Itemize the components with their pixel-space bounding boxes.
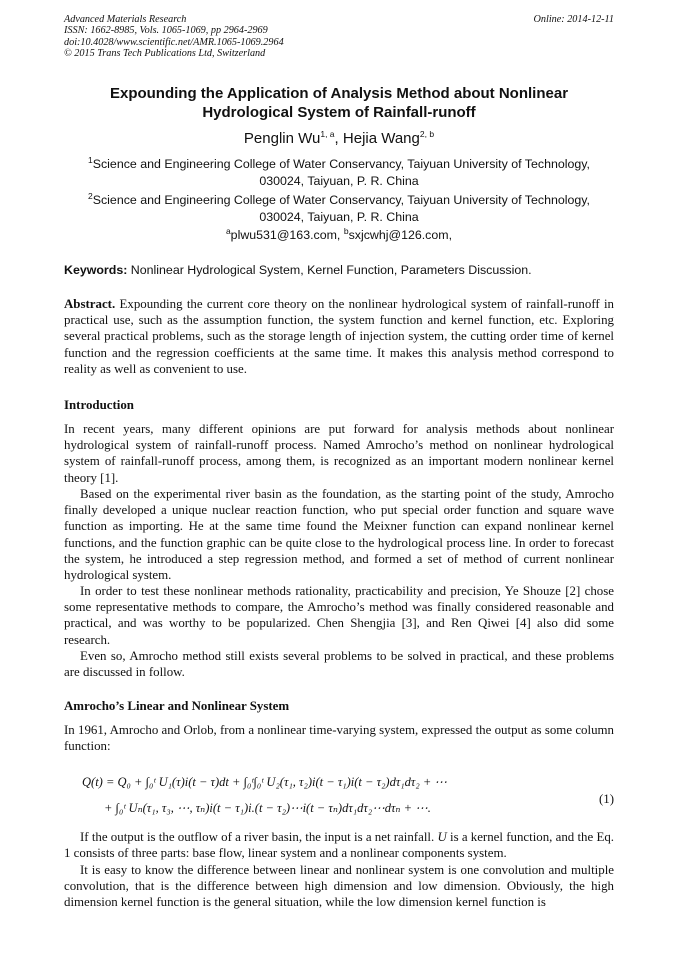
equation-1-line-1: Q(t) = Q₀ + ∫₀ᵗ U₁(τ)i(t − τ)dt + ∫₀ᵗ∫₀ᵗ U₂(τ₁, τ₂)i(t − τ₁)i(t − τ₂)dτ₁dτ₂ + ⋯ — [82, 775, 447, 789]
section2-paragraph-2-b: is a kernel function, and the Eq. 1 consists of three parts: base flow, linear system and a nonlinear components system. — [64, 830, 614, 861]
section2-paragraph-2 — [64, 829, 614, 861]
copyright-line: © 2015 Trans Tech Publications Ltd, Switzerland — [64, 48, 266, 60]
equation-1 — [82, 770, 614, 826]
affiliation-2-line-2: 030024, Taiyuan, P. R. China — [259, 210, 419, 224]
author-2-sup: 2, b — [419, 129, 435, 139]
equation-1-line-2: + ∫₀ᵗ Uₙ(τ₁, τ₃, ⋯, τₙ)i(t − τ₁)i.(t − τ₂)⋯i(t − τₙ)dτ₁dτ₂⋯dτₙ + ⋯. — [104, 801, 431, 815]
abstract-label: Abstract. — [64, 297, 116, 311]
keywords — [64, 263, 614, 277]
doi-line: doi:10.4028/www.scientific.net/AMR.1065-1069.2964 — [64, 36, 284, 48]
title-line-1: Expounding the Application of Analysis Method about Nonlinear — [109, 85, 569, 102]
journal-header — [64, 14, 284, 60]
issn-line: ISSN: 1662-8985, Vols. 1065-1069, pp 2964-2969 — [64, 25, 268, 37]
journal-name: Advanced Materials Research — [64, 14, 187, 25]
intro-paragraph-3: In order to test these nonlinear methods rationality, practicability and precision, Ye Shouze [2] chose some representative methods to compare, the Amrocho’s method was finally considered reasonable and practical, and was worthy to be popularized. Chen Shengjia [3], and Ren Qiwei [4] also did some research. — [64, 584, 614, 647]
section-heading-amrocho: Amrocho’s Linear and Nonlinear System — [64, 699, 290, 713]
email-b-sup: b — [343, 225, 349, 236]
author-1-sup: 1, a — [320, 129, 335, 139]
abstract — [64, 296, 614, 377]
affiliation-1-line-1: Science and Engineering College of Water Conservancy, Taiyuan University of Technology, — [92, 157, 590, 171]
equation-number: (1) — [598, 792, 614, 806]
paper-title — [64, 84, 614, 122]
affiliation-1-sup: 1 — [87, 154, 93, 165]
abstract-text: Expounding the current core theory on the nonlinear hydrological system of rainfall-runoff in practical use, such as the assumption function, the system function and kernel function, etc. Exploring several practical problems, such as the storage length of injection system, the cutting order time of kernel function and the regression coefficients at the same time. It makes this analysis method correspond to reality as well as convenient to use. — [64, 297, 614, 376]
author-1: Penglin Wu — [243, 130, 321, 147]
intro-paragraph-1: In recent years, many different opinions are put forward for analysis methods about nonlinear hydrological system of rainfall-runoff process. Named Amrocho’s method on nonlinear hydrological system of rainfall-runoff process, among them, is recognized as an important modern nonlinear kernel theory [1]. — [64, 422, 614, 485]
kernel-symbol: U — [437, 830, 447, 844]
keywords-text: Nonlinear Hydrological System, Kernel Function, Parameters Discussion. — [127, 263, 532, 277]
section-heading-introduction: Introduction — [64, 398, 134, 412]
author-2: Hejia Wang — [342, 130, 420, 147]
keywords-label: Keywords: — [64, 263, 128, 277]
author-separator: , — [334, 130, 343, 147]
affiliation-1 — [64, 156, 614, 190]
online-date: Online: 2014-12-11 — [533, 14, 614, 25]
affiliation-1-line-2: 030024, Taiyuan, P. R. China — [259, 174, 419, 188]
email-b: sxjcwhj@126.com, — [348, 228, 453, 242]
section2-paragraph-1: In 1961, Amrocho and Orlob, from a nonlinear time-varying system, expressed the output as some column function: — [64, 723, 614, 754]
affiliation-2-sup: 2 — [87, 190, 93, 201]
section2-paragraph-2-a: If the output is the outflow of a river basin, the input is a net rainfall. — [80, 830, 438, 844]
author-list — [64, 130, 614, 147]
email-line — [64, 225, 614, 242]
email-a-sup: a — [225, 225, 231, 236]
email-a: plwu531@163.com, — [230, 228, 344, 242]
title-line-2: Hydrological System of Rainfall-runoff — [202, 104, 476, 121]
intro-paragraph-4: Even so, Amrocho method still exists several problems to be solved in practical, and these problems are discussed in follow. — [64, 649, 614, 680]
affiliation-2-line-1: Science and Engineering College of Water Conservancy, Taiyuan University of Technology, — [92, 193, 590, 207]
section2-paragraph-3: It is easy to know the difference between linear and nonlinear system is one convolution and multiple convolution, that is the difference between high dimension and low dimension. Obviously, the high dimension kernel function is the general situation, while the low dimension kernel function is — [64, 863, 614, 910]
intro-paragraph-2: Based on the experimental river basin as the foundation, as the starting point of the study, Amrocho finally developed a unique nuclear reaction function, who put special order function and square wave function as importing. He at the same time found the Meixner function can expand nonlinear kernel functions, and the function graphic can be quite close to the hydrological process line. In order to forecast the system, he introduced a step regression method, and formed a set of method of current nonlinear hydrological system. — [64, 487, 614, 583]
affiliation-2 — [64, 192, 614, 226]
